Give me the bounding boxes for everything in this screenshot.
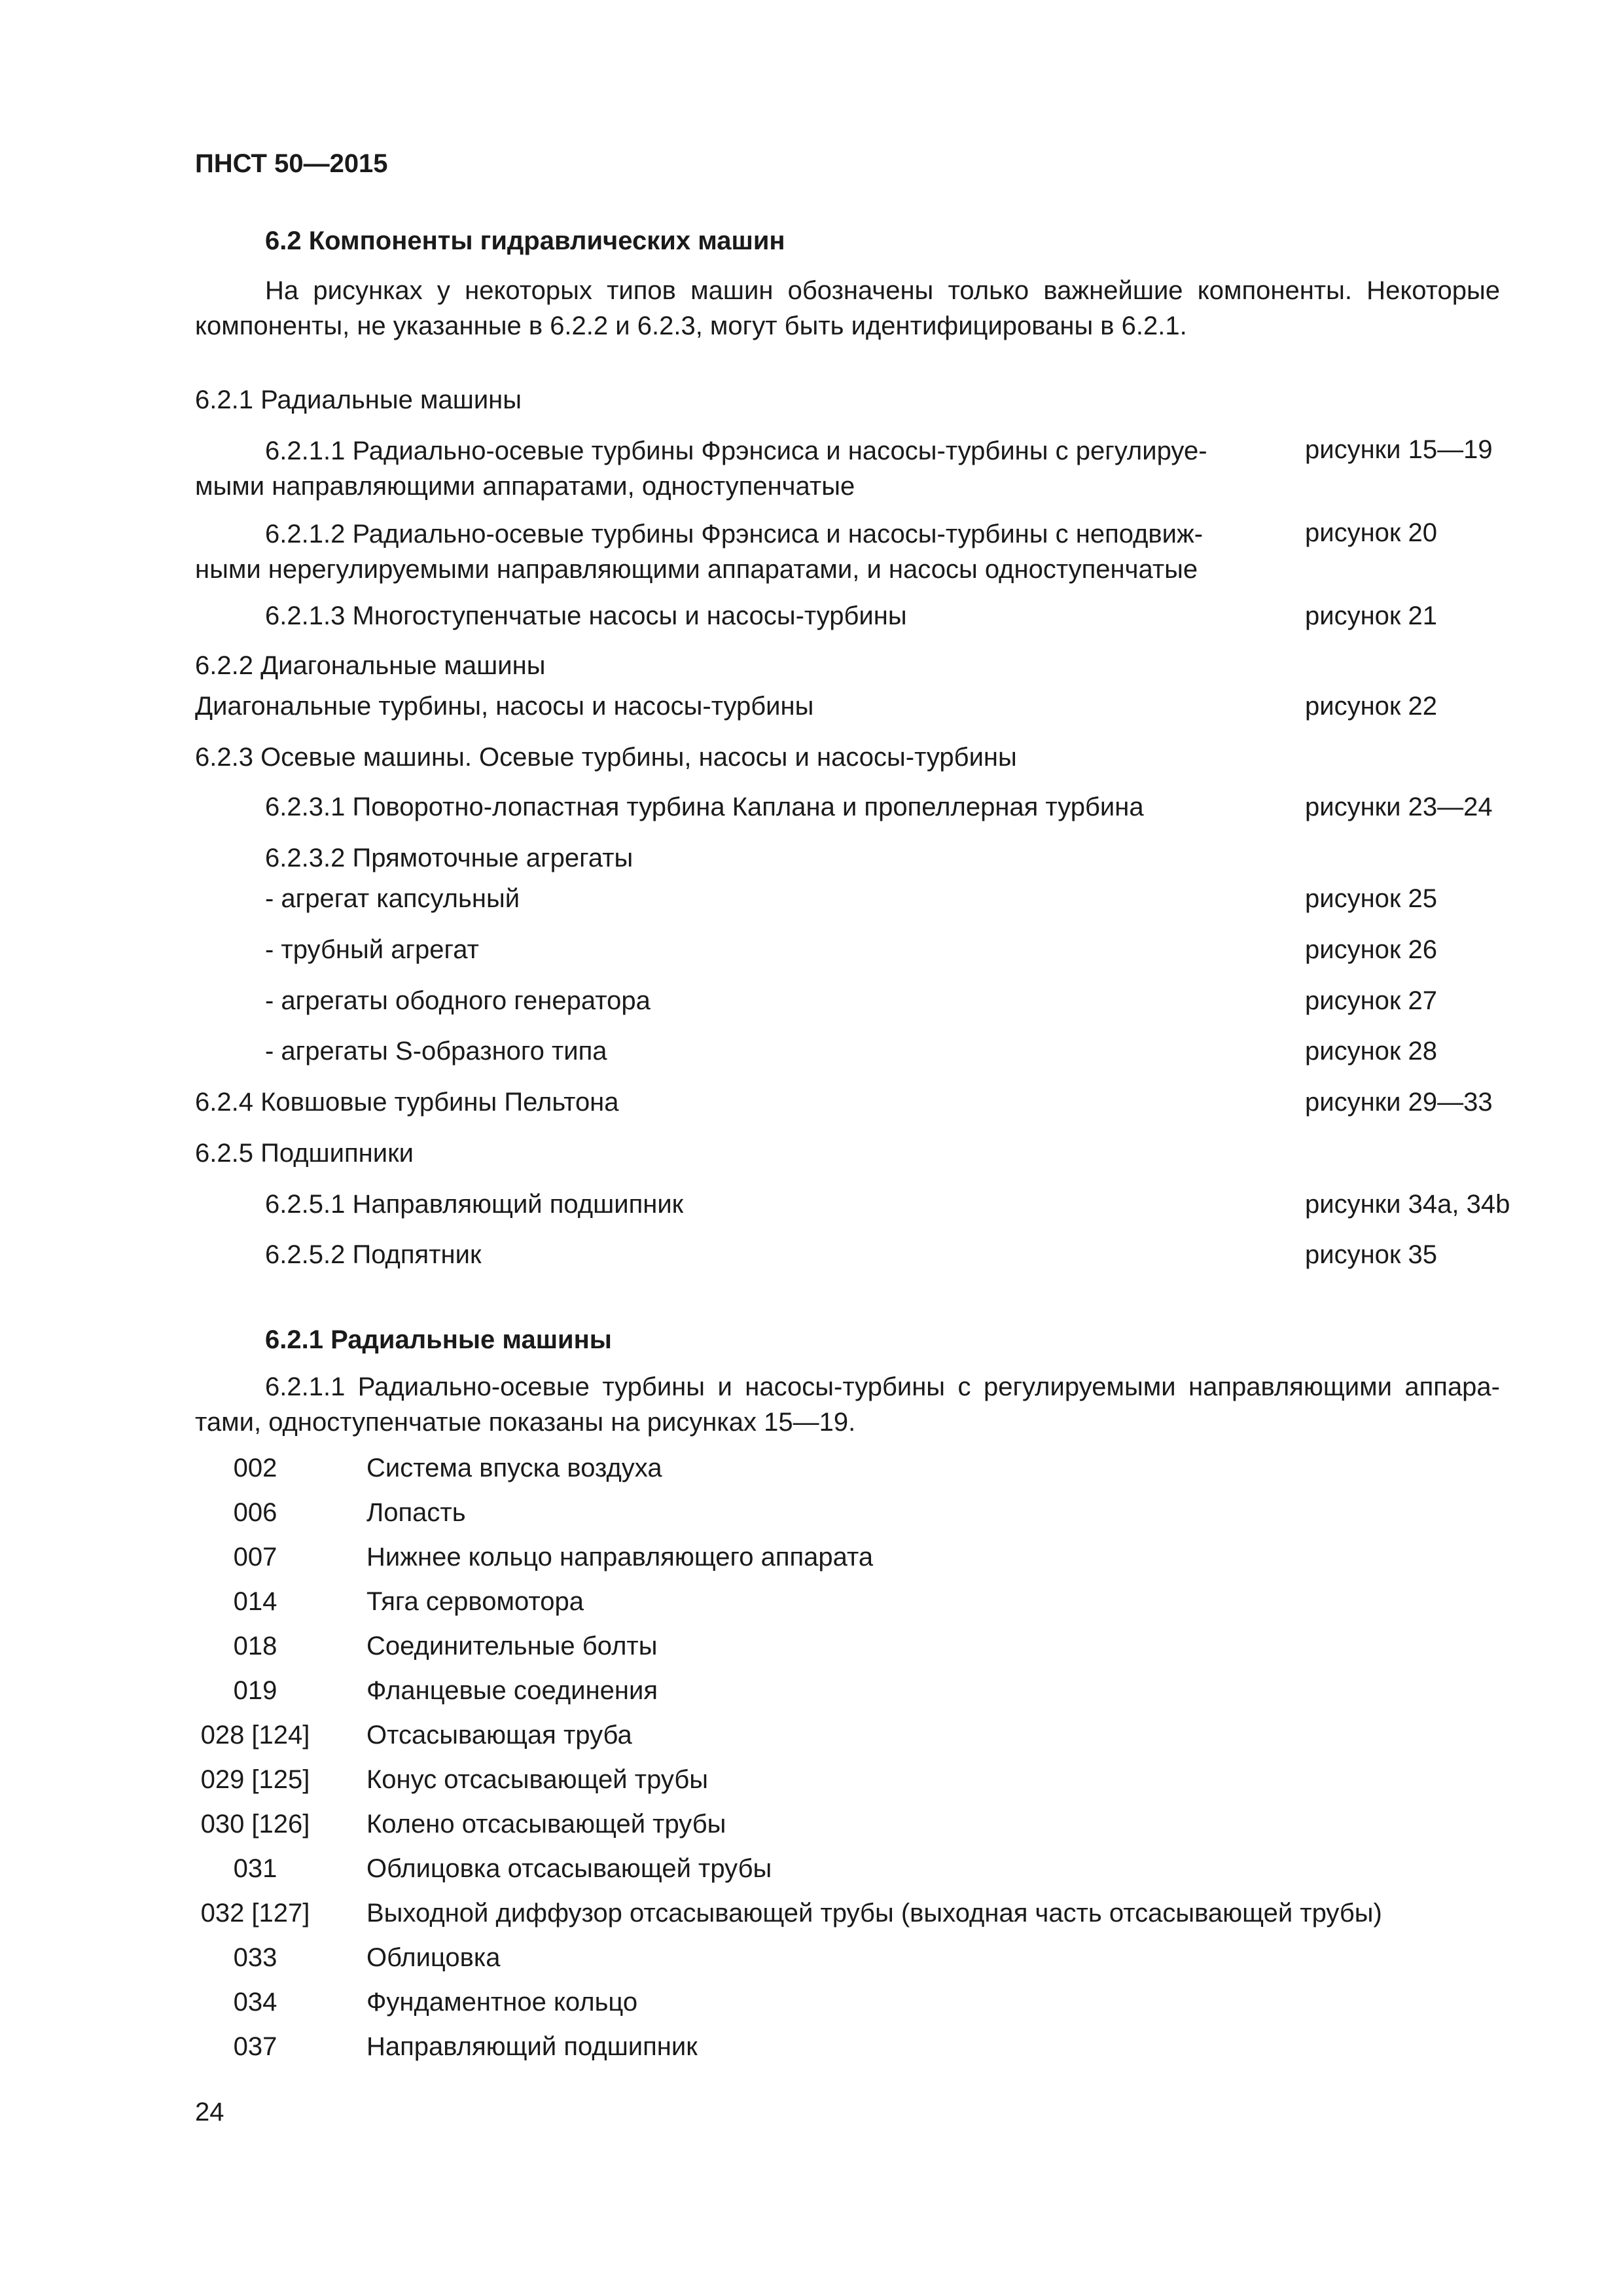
code-row: [195, 2030, 1569, 2066]
code-row: [195, 1808, 1569, 1843]
code-row: [195, 1496, 1569, 1532]
toc-figure-ref: рисунок 22: [1305, 692, 1438, 721]
component-code: 033: [233, 1943, 277, 1972]
component-code: 014: [233, 1587, 277, 1616]
toc-figure-ref: рисунок 21: [1305, 601, 1438, 630]
section-intro-line-1: На рисунках у некоторых типов машин обозначены только важнейшие компоненты. Некоторые: [265, 276, 1500, 305]
toc-label: 6.2.5 Подшипники: [195, 1139, 414, 1168]
code-row: [195, 1719, 1569, 1754]
component-code: 007: [233, 1543, 277, 1571]
toc-label: [195, 516, 1249, 587]
toc-figure-ref: рисунки 34a, 34b: [1305, 1190, 1510, 1219]
component-description: Лопасть: [366, 1498, 466, 1527]
code-row: [195, 1541, 1569, 1576]
toc-label: 6.2.1 Радиальные машины: [195, 386, 522, 414]
section-intro-line-2: компоненты, не указанные в 6.2.2 и 6.2.3, могут быть идентифицированы в 6.2.1.: [195, 312, 1187, 340]
toc-figure-ref: рисунки 23—24: [1305, 793, 1493, 821]
subsection-title: 6.2.1 Радиальные машины: [265, 1325, 612, 1354]
toc-label: - трубный агрегат: [265, 935, 479, 964]
component-code: 019: [233, 1676, 277, 1705]
component-code: 037: [233, 2032, 277, 2061]
code-row: [195, 1585, 1569, 1621]
page-number: 24: [195, 2098, 224, 2126]
subsection-intro-line-2: тами, одноступенчатые показаны на рисунках 15—19.: [195, 1408, 856, 1437]
subsection-intro: [195, 1369, 1500, 1440]
toc-label: 6.2.1.3 Многоступенчатые насосы и насосы-турбины: [265, 601, 907, 630]
toc-label: 6.2.3 Осевые машины. Осевые турбины, насосы и насосы-турбины: [195, 743, 1017, 772]
toc-figure-ref: рисунок 27: [1305, 986, 1438, 1015]
toc-figure-ref: рисунки 29—33: [1305, 1088, 1493, 1117]
toc-figure-ref: рисунок 35: [1305, 1240, 1438, 1269]
code-row: [195, 1630, 1569, 1665]
component-description: Направляющий подшипник: [366, 2032, 698, 2061]
toc-label-line-1: 6.2.1.2 Радиально-осевые турбины Фрэнсиса и насосы-турбины с неподвиж-: [265, 520, 1204, 548]
component-description: Отсасывающая труба: [366, 1721, 632, 1749]
toc-figure-ref: рисунки 15—19: [1305, 435, 1493, 464]
toc-label: 6.2.2 Диагональные машины: [195, 651, 546, 680]
code-row: [195, 1763, 1569, 1799]
code-row: [195, 1852, 1569, 1888]
toc-label: 6.2.5.2 Подпятник: [265, 1240, 482, 1269]
code-row: [195, 1452, 1569, 1487]
toc-label: [195, 433, 1249, 504]
component-description: Фундаментное кольцо: [366, 1988, 638, 2017]
toc-label: 6.2.4 Ковшовые турбины Пельтона: [195, 1088, 619, 1117]
toc-figure-ref: рисунок 26: [1305, 935, 1438, 964]
component-description: Облицовка: [366, 1943, 501, 1972]
component-code: 006: [233, 1498, 277, 1527]
toc-label-line-2: мыми направляющими аппаратами, одноступенчатые: [195, 472, 855, 501]
toc-figure-ref: рисунок 25: [1305, 884, 1438, 913]
component-code: 032 [127]: [200, 1899, 310, 1928]
toc-label-line-2: ными нерегулируемыми направляющими аппаратами, и насосы одноступенчатые: [195, 555, 1198, 584]
toc-label: 6.2.3.2 Прямоточные агрегаты: [265, 844, 633, 872]
component-description: Конус отсасывающей трубы: [366, 1765, 708, 1794]
toc-figure-ref: рисунок 20: [1305, 518, 1438, 547]
component-description: Тяга сервомотора: [366, 1587, 584, 1616]
component-code: 002: [233, 1454, 277, 1482]
subsection-intro-line-1: 6.2.1.1 Радиально-осевые турбины и насосы-турбины с регулируемыми направляющими аппара-: [265, 1372, 1500, 1401]
document-id: ПНСТ 50—2015: [195, 149, 388, 178]
component-code: 031: [233, 1854, 277, 1883]
section-title: 6.2 Компоненты гидравлических машин: [265, 226, 785, 255]
component-description: Фланцевые соединения: [366, 1676, 658, 1705]
code-row: [195, 1674, 1569, 1710]
toc-label: - агрегаты ободного генератора: [265, 986, 651, 1015]
component-description: Облицовка отсасывающей трубы: [366, 1854, 772, 1883]
toc-label: 6.2.3.1 Поворотно-лопастная турбина Каплана и пропеллерная турбина: [265, 793, 1144, 821]
component-description: Нижнее кольцо направляющего аппарата: [366, 1543, 874, 1571]
code-row: [195, 1941, 1569, 1977]
toc-label: - агрегат капсульный: [265, 884, 520, 913]
toc-label: - агрегаты S-образного типа: [265, 1037, 607, 1066]
component-description: Система впуска воздуха: [366, 1454, 662, 1482]
code-row: [195, 1986, 1569, 2021]
code-row: [195, 1897, 1569, 1932]
toc-label: Диагональные турбины, насосы и насосы-турбины: [195, 692, 814, 721]
component-description: Выходной диффузор отсасывающей трубы (выходная часть отсасывающей трубы): [366, 1899, 1382, 1928]
component-description: Соединительные болты: [366, 1632, 658, 1660]
component-description: Колено отсасывающей трубы: [366, 1810, 726, 1839]
component-code: 028 [124]: [200, 1721, 310, 1749]
toc-figure-ref: рисунок 28: [1305, 1037, 1438, 1066]
component-code: 018: [233, 1632, 277, 1660]
toc-label: 6.2.5.1 Направляющий подшипник: [265, 1190, 684, 1219]
component-code: 030 [126]: [200, 1810, 310, 1839]
component-code: 029 [125]: [200, 1765, 310, 1794]
component-code: 034: [233, 1988, 277, 2017]
toc-label-line-1: 6.2.1.1 Радиально-осевые турбины Фрэнсиса и насосы-турбины с регулируе-: [265, 437, 1207, 465]
section-intro: [195, 273, 1500, 344]
